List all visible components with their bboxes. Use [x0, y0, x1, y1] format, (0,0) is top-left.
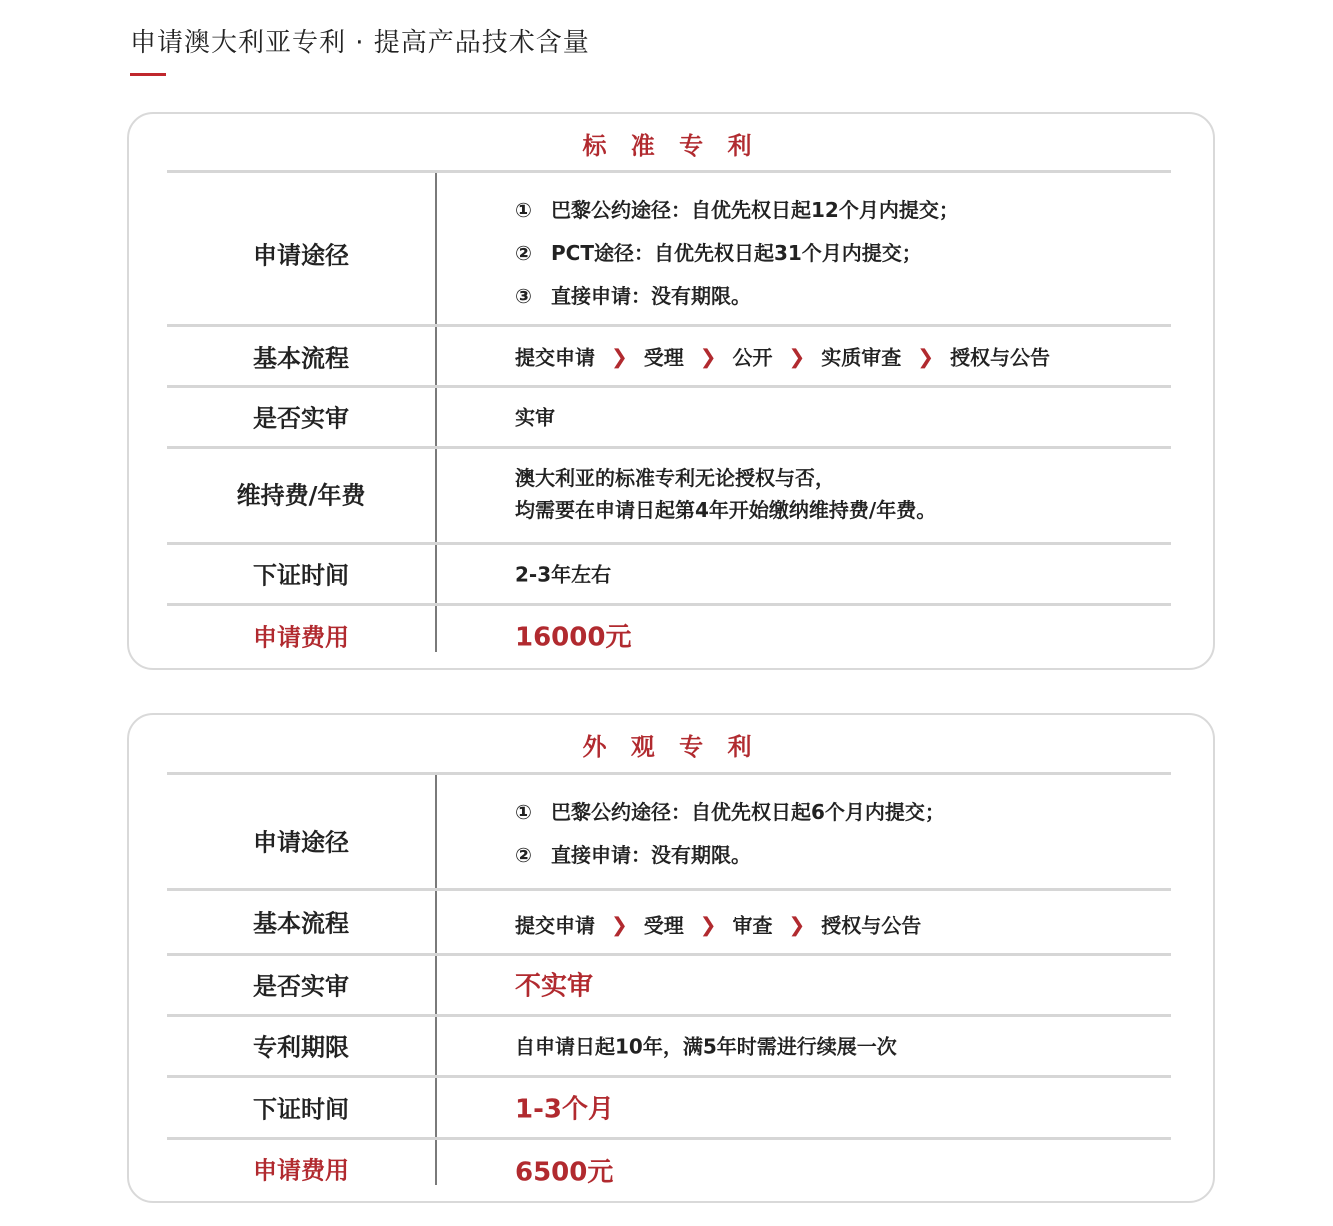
circled-number: ②	[515, 241, 532, 265]
process-step: 授权与公告	[821, 913, 922, 938]
chevron-right-icon: ❯	[699, 912, 717, 936]
circled-number: ②	[515, 843, 532, 867]
process-step: 受理	[643, 913, 684, 938]
divider	[167, 953, 1171, 956]
fee-text	[515, 462, 936, 526]
circled-number: ①	[515, 800, 532, 824]
title-underline	[130, 73, 166, 76]
time-label: 下证时间	[253, 1095, 349, 1124]
process-step: 公开	[732, 345, 773, 370]
process-step: 授权与公告	[950, 345, 1051, 370]
process-label: 基本流程	[253, 909, 349, 938]
process-step: 受理	[643, 345, 684, 370]
route-item	[515, 280, 751, 309]
exam-value: 实审	[515, 405, 555, 430]
term-label: 专利期限	[253, 1033, 349, 1062]
chevron-right-icon: ❯	[788, 912, 806, 936]
divider	[167, 1014, 1171, 1017]
route-item	[515, 839, 751, 868]
process-step: 提交申请	[515, 345, 595, 370]
process-step: 提交申请	[515, 913, 595, 938]
process-flow	[515, 342, 1050, 371]
design-patent-card	[127, 713, 1215, 1203]
divider	[167, 1137, 1171, 1140]
chevron-right-icon: ❯	[699, 344, 717, 368]
route-item	[515, 237, 922, 266]
chevron-right-icon: ❯	[788, 344, 806, 368]
time-value: 2-3年左右	[515, 562, 612, 587]
route-text: 巴黎公约途径：自优先权日起6个月内提交；	[551, 800, 945, 824]
divider	[167, 772, 1171, 775]
route-label: 申请途径	[253, 241, 349, 270]
process-label: 基本流程	[253, 344, 349, 373]
process-flow	[515, 910, 921, 939]
divider	[167, 385, 1171, 388]
column-divider	[435, 775, 437, 1185]
cost-label: 申请费用	[253, 1156, 349, 1185]
chevron-right-icon: ❯	[611, 912, 628, 936]
term-value: 自申请日起10年，满5年时需进行续展一次	[515, 1034, 897, 1059]
exam-label: 是否实审	[253, 972, 349, 1001]
circled-number: ①	[515, 198, 532, 222]
exam-value: 不实审	[515, 971, 594, 1002]
route-item	[515, 194, 959, 223]
divider	[167, 170, 1171, 173]
page-title: 申请澳大利亚专利 · 提高产品技术含量	[130, 28, 590, 58]
time-value: 1-3个月	[515, 1094, 614, 1125]
divider	[167, 888, 1171, 891]
divider	[167, 446, 1171, 449]
route-text: 直接申请：没有期限。	[551, 843, 751, 867]
divider	[167, 603, 1171, 606]
standard-card-title: 标 准 专 利	[582, 132, 760, 160]
cost-value: 16000元	[515, 622, 632, 653]
process-step: 审查	[732, 913, 773, 938]
exam-label: 是否实审	[253, 404, 349, 433]
route-text: PCT途径：自优先权日起31个月内提交；	[551, 241, 922, 265]
column-divider	[435, 173, 437, 652]
divider	[167, 1075, 1171, 1078]
route-item	[515, 796, 945, 825]
route-text: 直接申请：没有期限。	[551, 284, 751, 308]
chevron-right-icon: ❯	[611, 344, 628, 368]
divider	[167, 324, 1171, 327]
route-text: 巴黎公约途径：自优先权日起12个月内提交；	[551, 198, 959, 222]
divider	[167, 542, 1171, 545]
fee-line: 均需要在申请日起第4年开始缴纳维持费/年费。	[515, 498, 937, 522]
fee-label: 维持费/年费	[236, 481, 366, 510]
time-label: 下证时间	[253, 561, 349, 590]
chevron-right-icon: ❯	[917, 344, 935, 368]
cost-value: 6500元	[515, 1157, 614, 1188]
circled-number: ③	[515, 284, 532, 308]
standard-patent-card	[127, 112, 1215, 670]
cost-label: 申请费用	[253, 623, 349, 652]
fee-line: 澳大利亚的标准专利无论授权与否，	[515, 466, 835, 490]
design-card-title: 外 观 专 利	[582, 733, 760, 761]
process-step: 实质审查	[821, 345, 902, 370]
route-label: 申请途径	[253, 828, 349, 857]
